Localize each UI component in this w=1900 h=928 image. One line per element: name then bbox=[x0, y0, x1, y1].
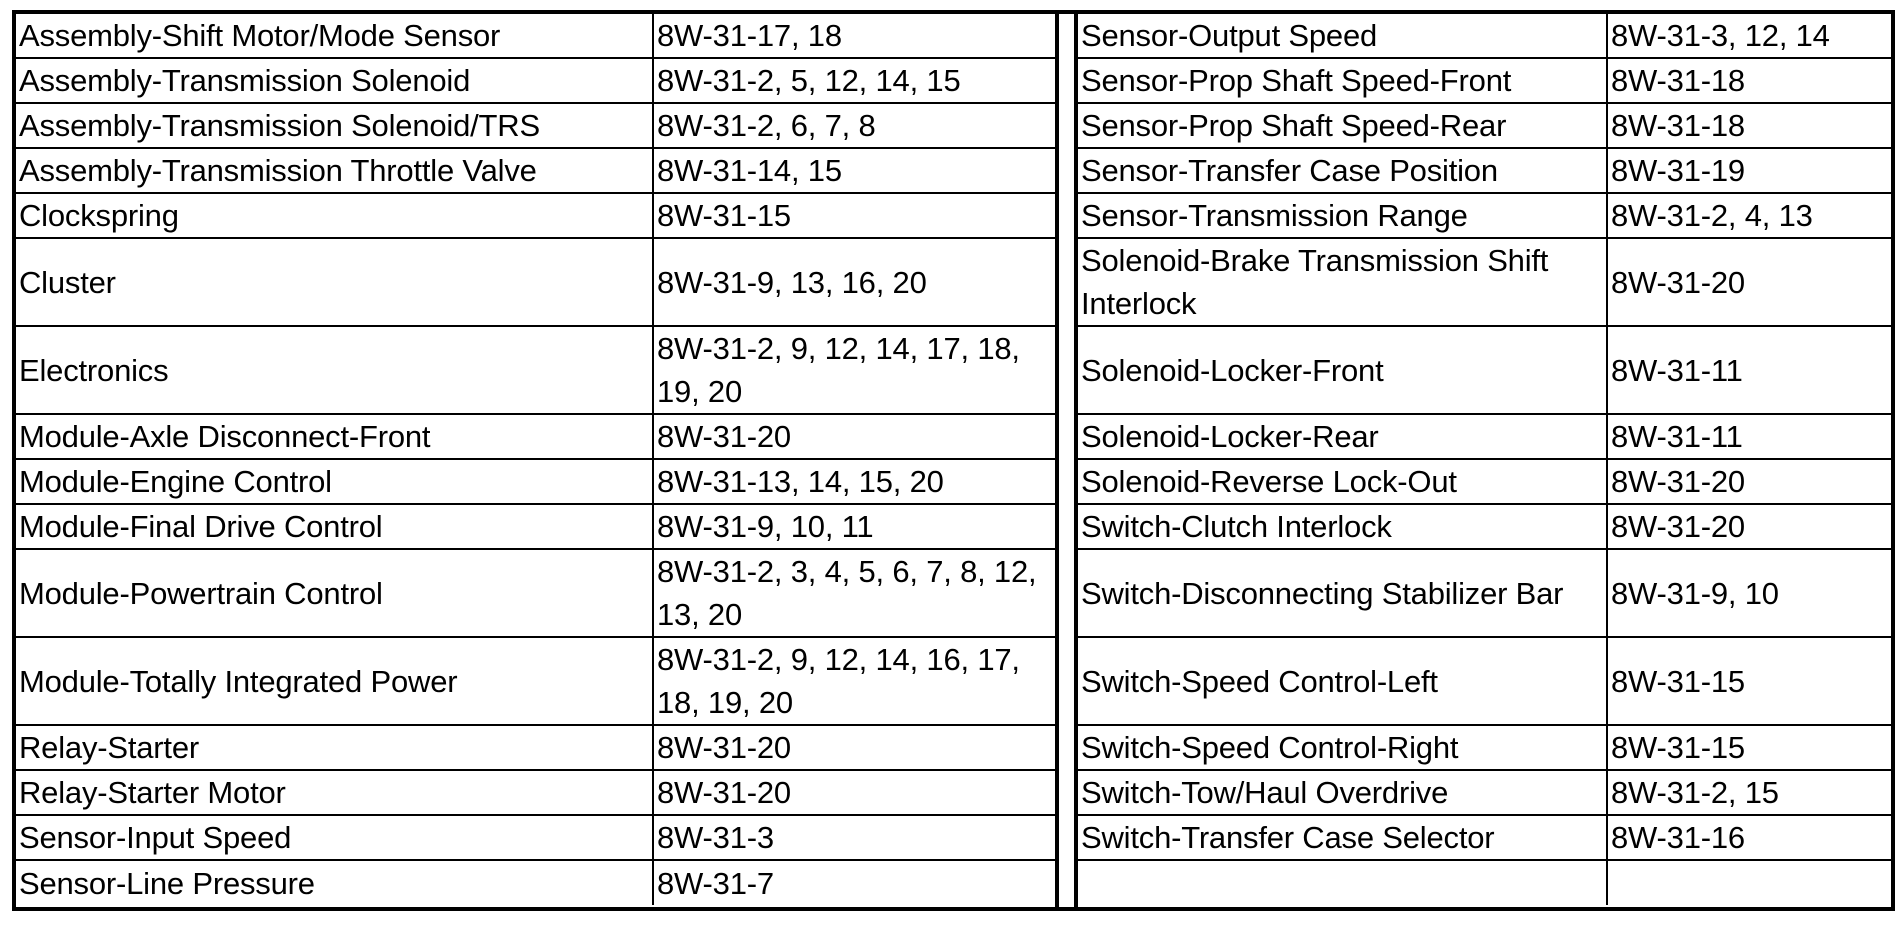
page-reference-cell: 8W-31-20 bbox=[1607, 504, 1891, 549]
component-index-sheet bbox=[12, 10, 1895, 911]
page-reference-cell: 8W-31-20 bbox=[1607, 459, 1891, 504]
component-name-cell: Solenoid-Locker-Front bbox=[1078, 326, 1607, 414]
component-name-cell: Sensor-Input Speed bbox=[16, 815, 653, 860]
table-row bbox=[1078, 459, 1891, 504]
table-row bbox=[16, 459, 1055, 504]
page-reference-cell: 8W-31-14, 15 bbox=[653, 148, 1055, 193]
right-table-body bbox=[1078, 14, 1891, 905]
table-row bbox=[1078, 58, 1891, 103]
page-reference-cell: 8W-31-2, 4, 13 bbox=[1607, 193, 1891, 238]
component-name-cell: Sensor-Transmission Range bbox=[1078, 193, 1607, 238]
page-reference-cell: 8W-31-20 bbox=[1607, 238, 1891, 326]
table-row bbox=[16, 238, 1055, 326]
page-reference-cell: 8W-31-20 bbox=[653, 770, 1055, 815]
table-row bbox=[16, 637, 1055, 725]
page-reference-cell bbox=[1607, 860, 1891, 905]
page-reference-cell: 8W-31-18 bbox=[1607, 58, 1891, 103]
component-name-cell: Module-Powertrain Control bbox=[16, 549, 653, 637]
component-name-cell: Switch-Speed Control-Right bbox=[1078, 725, 1607, 770]
table-row bbox=[16, 148, 1055, 193]
component-name-cell: Switch-Tow/Haul Overdrive bbox=[1078, 770, 1607, 815]
page-reference-cell: 8W-31-2, 9, 12, 14, 16, 17, 18, 19, 20 bbox=[653, 637, 1055, 725]
table-row bbox=[1078, 770, 1891, 815]
page-reference-cell: 8W-31-19 bbox=[1607, 148, 1891, 193]
page-reference-cell: 8W-31-2, 5, 12, 14, 15 bbox=[653, 58, 1055, 103]
table-row bbox=[1078, 637, 1891, 725]
page-reference-cell: 8W-31-3, 12, 14 bbox=[1607, 14, 1891, 58]
component-name-cell: Module-Engine Control bbox=[16, 459, 653, 504]
component-name-cell bbox=[1078, 860, 1607, 905]
column-divider bbox=[1055, 14, 1078, 907]
component-name-cell: Clockspring bbox=[16, 193, 653, 238]
component-index-left-table bbox=[16, 14, 1055, 905]
component-name-cell: Switch-Transfer Case Selector bbox=[1078, 815, 1607, 860]
table-row bbox=[16, 14, 1055, 58]
component-name-cell: Solenoid-Brake Transmission Shift Interlock bbox=[1078, 238, 1607, 326]
page-reference-cell: 8W-31-2, 6, 7, 8 bbox=[653, 103, 1055, 148]
table-row bbox=[1078, 14, 1891, 58]
component-name-cell: Electronics bbox=[16, 326, 653, 414]
page-reference-cell: 8W-31-7 bbox=[653, 860, 1055, 905]
page-reference-cell: 8W-31-20 bbox=[653, 725, 1055, 770]
page-reference-cell: 8W-31-11 bbox=[1607, 414, 1891, 459]
table-row bbox=[1078, 414, 1891, 459]
table-row bbox=[1078, 103, 1891, 148]
table-row bbox=[1078, 238, 1891, 326]
page-reference-cell: 8W-31-2, 3, 4, 5, 6, 7, 8, 12, 13, 20 bbox=[653, 549, 1055, 637]
table-row bbox=[1078, 815, 1891, 860]
table-row bbox=[16, 549, 1055, 637]
page-reference-cell: 8W-31-13, 14, 15, 20 bbox=[653, 459, 1055, 504]
component-name-cell: Switch-Disconnecting Stabilizer Bar bbox=[1078, 549, 1607, 637]
page-reference-cell: 8W-31-11 bbox=[1607, 326, 1891, 414]
page-reference-cell: 8W-31-2, 9, 12, 14, 17, 18, 19, 20 bbox=[653, 326, 1055, 414]
page-reference-cell: 8W-31-3 bbox=[653, 815, 1055, 860]
table-row bbox=[1078, 193, 1891, 238]
component-name-cell: Module-Final Drive Control bbox=[16, 504, 653, 549]
page-reference-cell: 8W-31-16 bbox=[1607, 815, 1891, 860]
component-name-cell: Solenoid-Reverse Lock-Out bbox=[1078, 459, 1607, 504]
page-reference-cell: 8W-31-2, 15 bbox=[1607, 770, 1891, 815]
table-row bbox=[16, 504, 1055, 549]
table-row bbox=[16, 770, 1055, 815]
component-index-right-table bbox=[1078, 14, 1891, 905]
page-reference-cell: 8W-31-15 bbox=[1607, 725, 1891, 770]
component-name-cell: Solenoid-Locker-Rear bbox=[1078, 414, 1607, 459]
table-row bbox=[16, 414, 1055, 459]
component-name-cell: Sensor-Line Pressure bbox=[16, 860, 653, 905]
table-row bbox=[16, 58, 1055, 103]
table-row bbox=[1078, 504, 1891, 549]
table-row bbox=[16, 815, 1055, 860]
component-name-cell: Switch-Clutch Interlock bbox=[1078, 504, 1607, 549]
component-name-cell: Assembly-Transmission Solenoid/TRS bbox=[16, 103, 653, 148]
page-reference-cell: 8W-31-9, 13, 16, 20 bbox=[653, 238, 1055, 326]
component-name-cell: Sensor-Prop Shaft Speed-Rear bbox=[1078, 103, 1607, 148]
page-reference-cell: 8W-31-9, 10 bbox=[1607, 549, 1891, 637]
component-name-cell: Switch-Speed Control-Left bbox=[1078, 637, 1607, 725]
table-row bbox=[16, 860, 1055, 905]
table-row bbox=[16, 103, 1055, 148]
table-row bbox=[1078, 148, 1891, 193]
component-name-cell: Relay-Starter Motor bbox=[16, 770, 653, 815]
table-row bbox=[1078, 860, 1891, 905]
component-name-cell: Sensor-Output Speed bbox=[1078, 14, 1607, 58]
page-reference-cell: 8W-31-15 bbox=[653, 193, 1055, 238]
page-reference-cell: 8W-31-20 bbox=[653, 414, 1055, 459]
component-name-cell: Assembly-Transmission Throttle Valve bbox=[16, 148, 653, 193]
table-row bbox=[16, 725, 1055, 770]
component-name-cell: Sensor-Prop Shaft Speed-Front bbox=[1078, 58, 1607, 103]
page-reference-cell: 8W-31-18 bbox=[1607, 103, 1891, 148]
left-table-body bbox=[16, 14, 1055, 905]
table-row bbox=[16, 193, 1055, 238]
component-name-cell: Module-Totally Integrated Power bbox=[16, 637, 653, 725]
component-name-cell: Sensor-Transfer Case Position bbox=[1078, 148, 1607, 193]
table-row bbox=[16, 326, 1055, 414]
page-reference-cell: 8W-31-9, 10, 11 bbox=[653, 504, 1055, 549]
component-name-cell: Relay-Starter bbox=[16, 725, 653, 770]
page-reference-cell: 8W-31-17, 18 bbox=[653, 14, 1055, 58]
table-row bbox=[1078, 549, 1891, 637]
component-name-cell: Module-Axle Disconnect-Front bbox=[16, 414, 653, 459]
component-name-cell: Assembly-Transmission Solenoid bbox=[16, 58, 653, 103]
table-row bbox=[1078, 326, 1891, 414]
component-name-cell: Cluster bbox=[16, 238, 653, 326]
component-name-cell: Assembly-Shift Motor/Mode Sensor bbox=[16, 14, 653, 58]
page-reference-cell: 8W-31-15 bbox=[1607, 637, 1891, 725]
table-row bbox=[1078, 725, 1891, 770]
